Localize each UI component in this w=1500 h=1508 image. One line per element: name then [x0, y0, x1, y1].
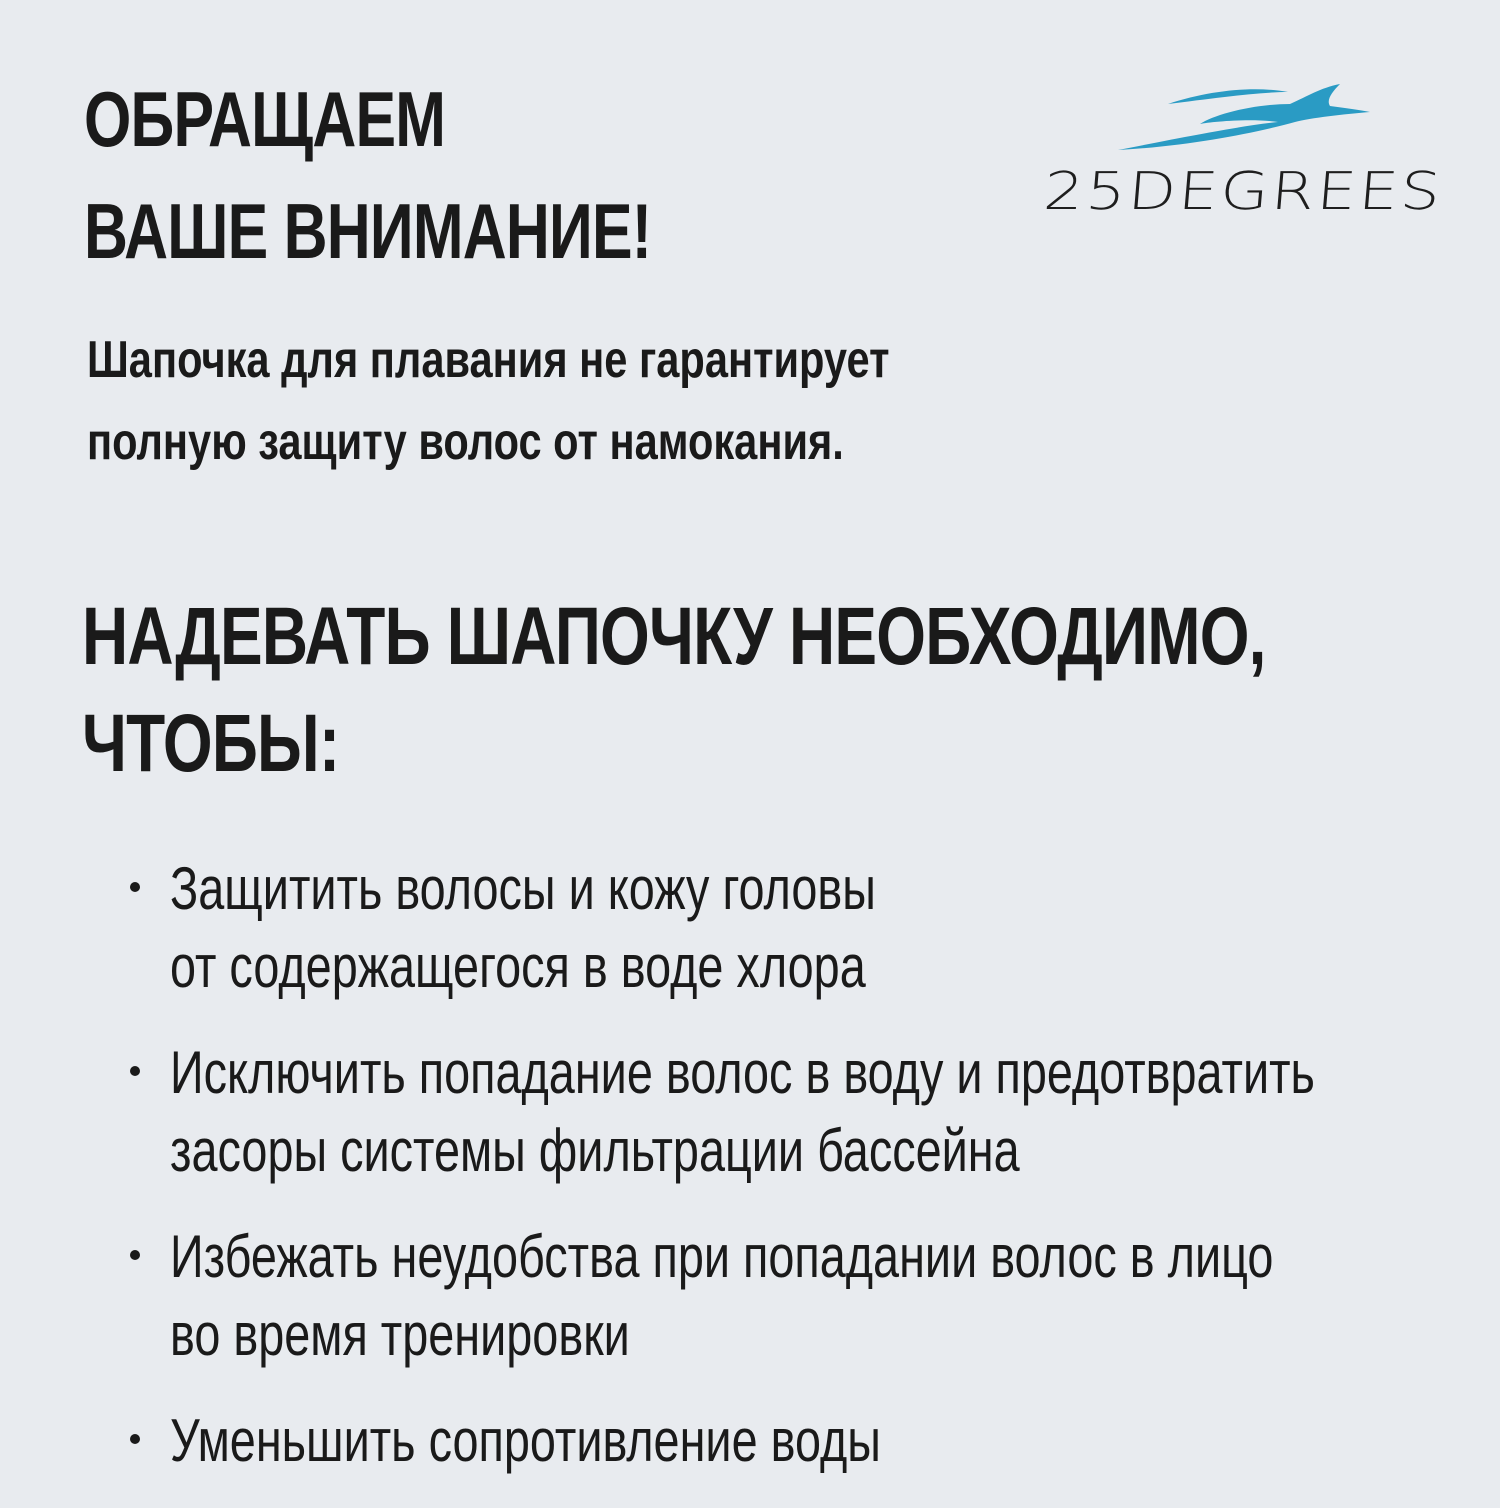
bullet-list	[130, 850, 1500, 1508]
list-item	[130, 850, 1500, 1006]
bullet-dot-icon	[130, 1434, 140, 1444]
page-title-line-2: ВАШЕ ВНИМАНИЕ!	[84, 187, 652, 275]
bullet-dot-icon	[130, 882, 140, 892]
bullet-dot-icon	[130, 1250, 140, 1260]
list-item-line-2: от содержащегося в воде хлора	[170, 933, 866, 1000]
page-title-line-1: ОБРАЩАЕМ	[84, 75, 446, 163]
list-item-line-2: во время тренировки	[170, 1301, 630, 1368]
notice-line-2: полную защиту волос от намокания.	[87, 413, 844, 471]
notice-line-1: Шапочка для плавания не гарантирует	[87, 331, 890, 389]
bullet-dot-icon	[130, 1066, 140, 1076]
list-item-line-1: Уменьшить сопротивление воды	[170, 1407, 881, 1474]
list-item-line-1: Исключить попадание волос в воду и предотвратить	[170, 1039, 1315, 1106]
list-item	[130, 1218, 1500, 1374]
list-item	[130, 1034, 1500, 1190]
list-item	[130, 1402, 1500, 1480]
list-item-line-1: Избежать неудобства при попадании волос в лицо	[170, 1223, 1274, 1290]
logo-wordmark: 25DEGREES	[1041, 162, 1445, 222]
list-item-line-1: Защитить волосы и кожу головы	[170, 855, 876, 922]
section-heading-line-1: НАДЕВАТЬ ШАПОЧКУ НЕОБХОДИМО,	[82, 591, 1266, 682]
brand-logo	[1040, 78, 1445, 223]
section-heading-line-2: ЧТОБЫ:	[82, 698, 340, 789]
list-item-line-2: засоры системы фильтрации бассейна	[170, 1117, 1020, 1184]
swimmer-logo-icon	[1040, 78, 1420, 158]
